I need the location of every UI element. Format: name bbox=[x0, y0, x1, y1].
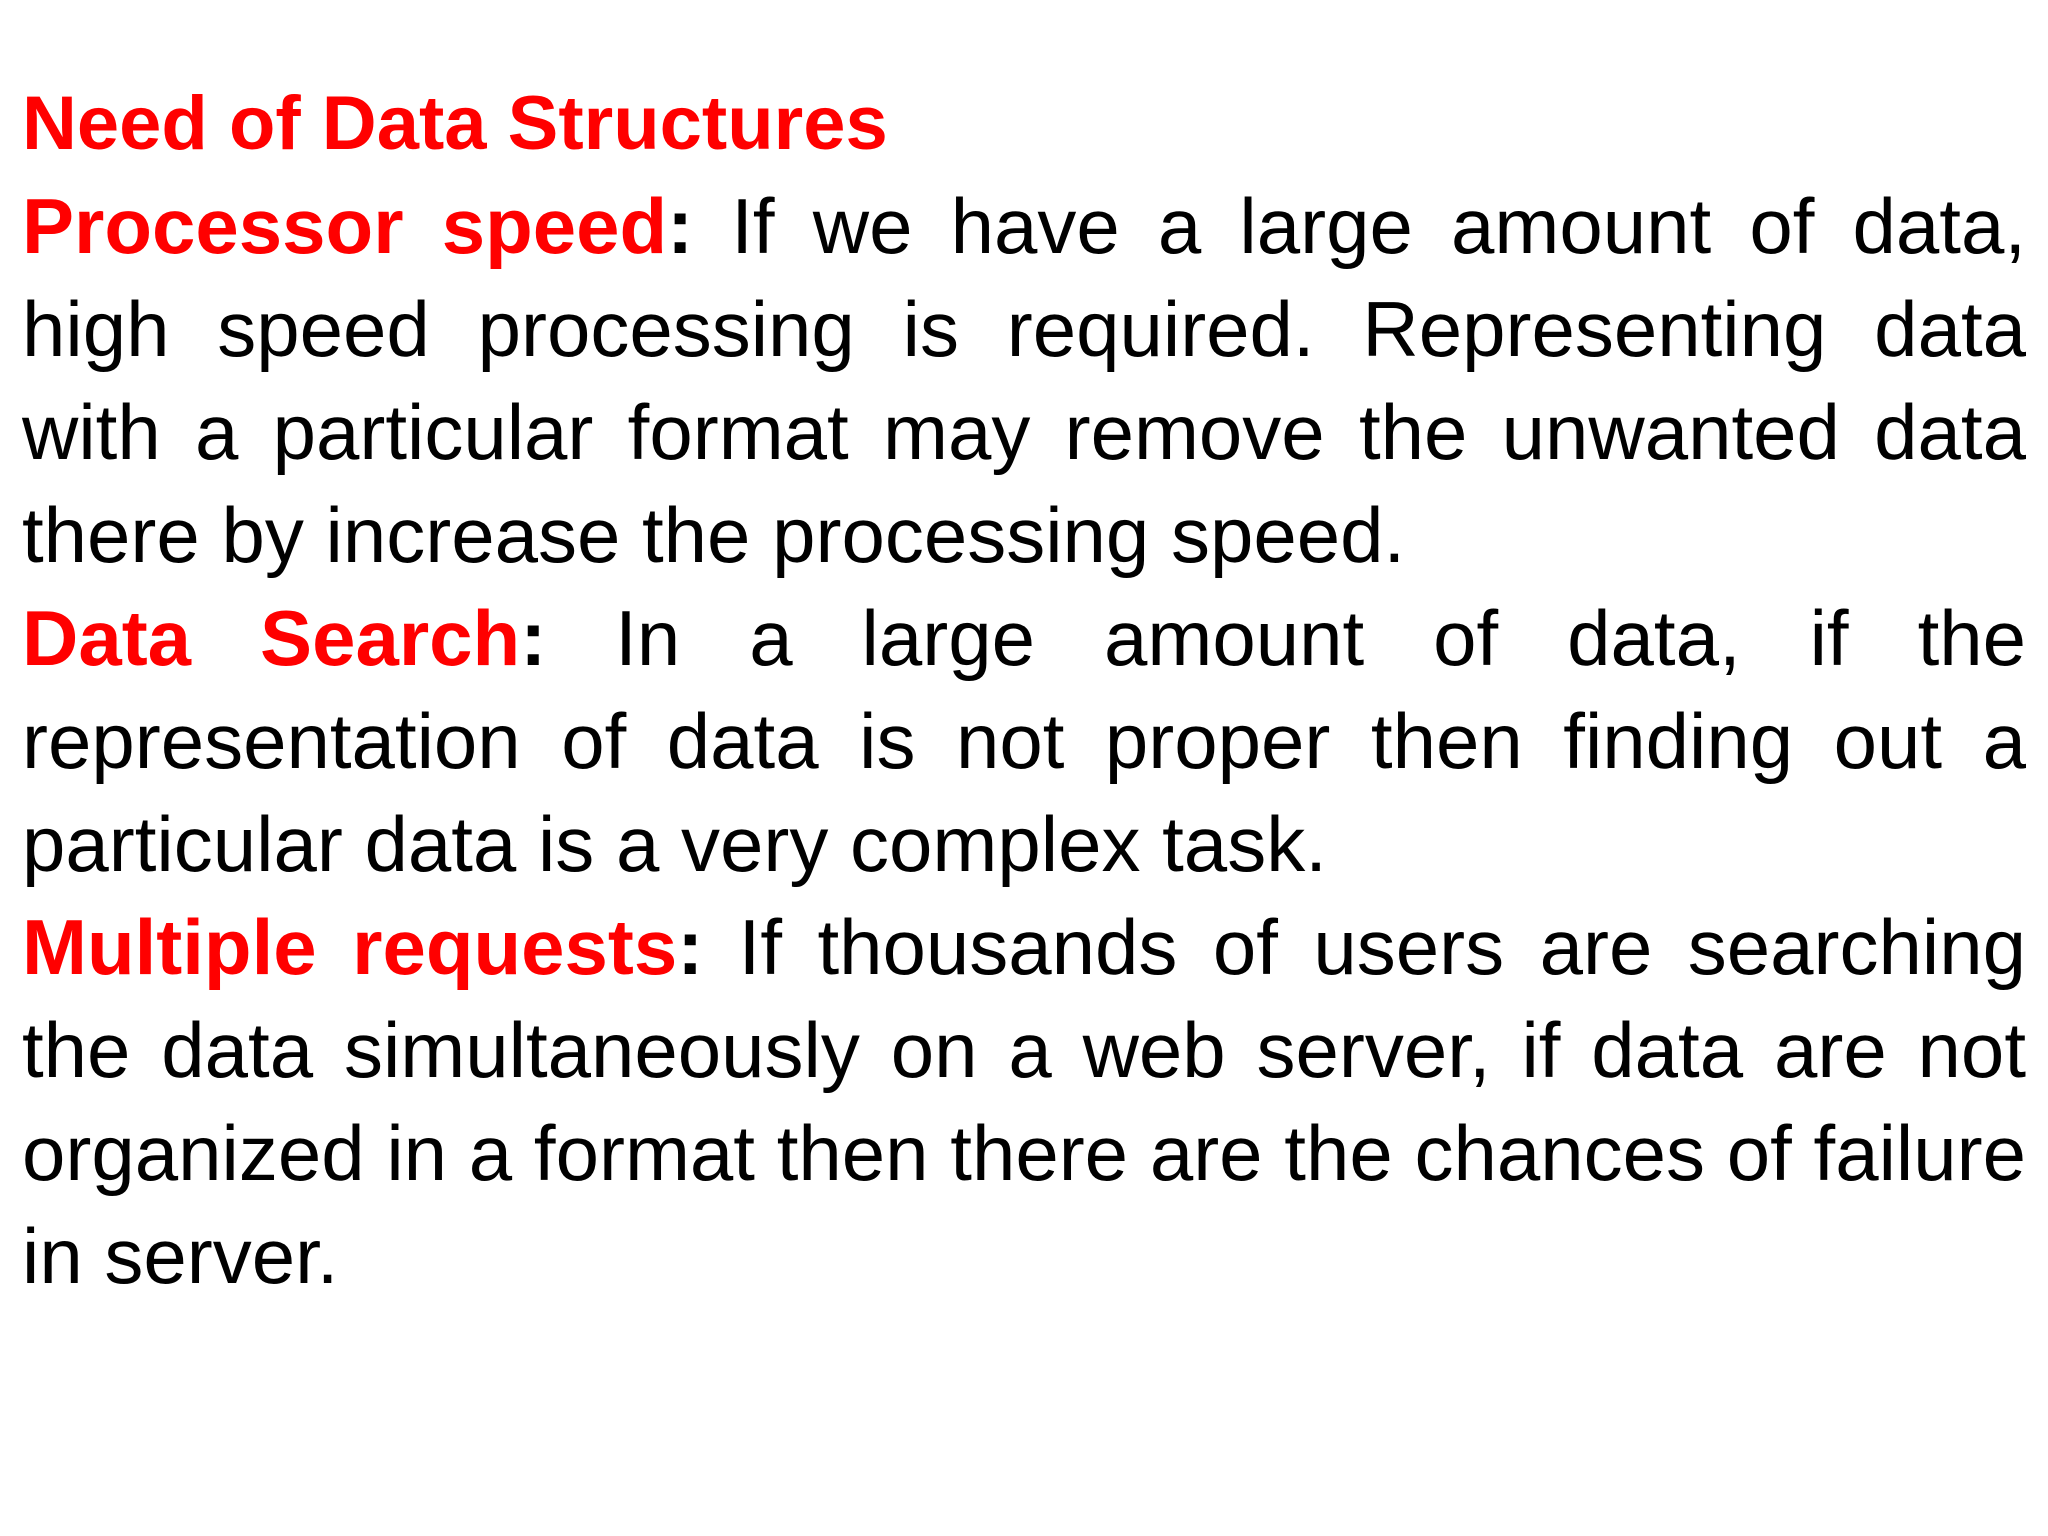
point-separator: : bbox=[520, 594, 547, 682]
point-term: Processor speed bbox=[22, 182, 668, 270]
point-multiple-requests bbox=[22, 896, 2026, 1308]
point-separator: : bbox=[677, 903, 704, 991]
point-processor-speed bbox=[22, 175, 2026, 587]
point-term: Multiple requests bbox=[22, 903, 678, 991]
point-text: If we have a large amount of data, high speed processing is required. Representing data with a particular format may remove the unwanted data there by increase the processing speed. bbox=[22, 182, 2026, 579]
slide-content bbox=[22, 72, 2026, 1308]
point-term: Data Search bbox=[22, 594, 521, 682]
point-separator: : bbox=[667, 182, 694, 270]
point-text: If thousands of users are searching the data simultaneously on a web server, if data are not organized in a format then there are the chances of failure in server. bbox=[22, 903, 2026, 1300]
slide-title: Need of Data Structures bbox=[22, 81, 888, 166]
point-data-search bbox=[22, 587, 2026, 896]
point-text: In a large amount of data, if the representation of data is not proper then finding out a particular data is a very complex task. bbox=[22, 594, 2027, 888]
